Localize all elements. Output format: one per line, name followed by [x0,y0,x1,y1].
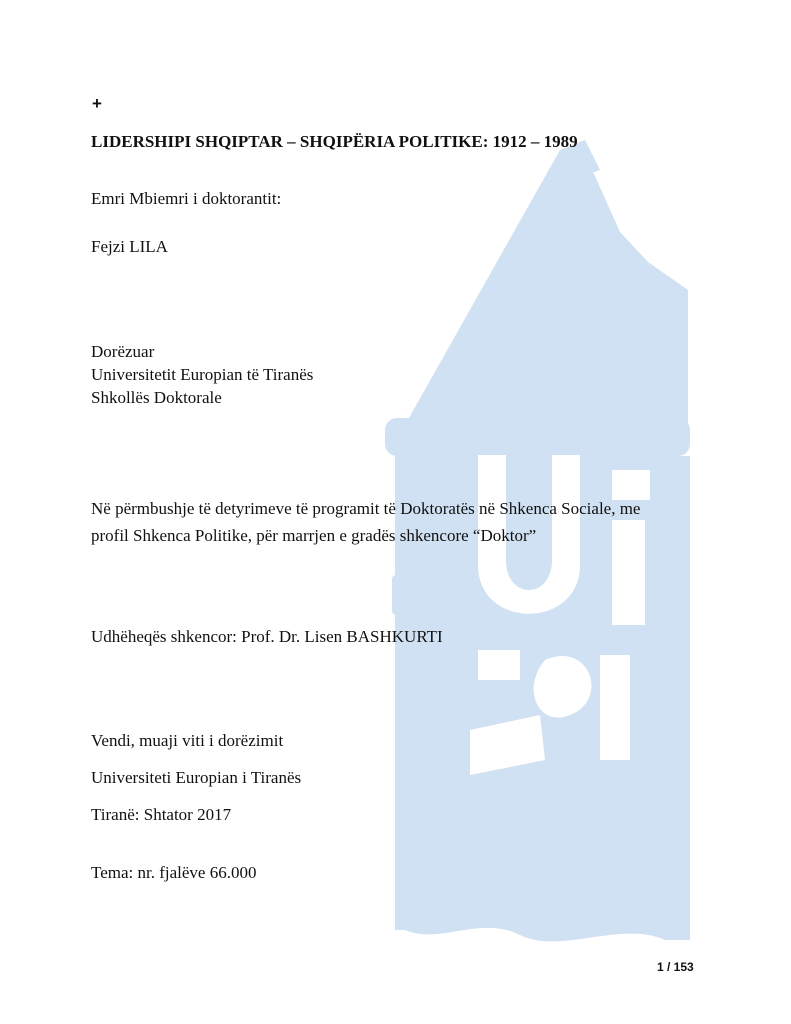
submitted-university: Universitetit Europian të Tiranës [91,365,314,384]
place-date: Tiranë: Shtator 2017 [91,805,232,824]
thesis-title: LIDERSHIPI SHQIPTAR – SHQIPËRIA POLITIKE: 1912 – 1989 [91,132,578,151]
author-label: Emri Mbiemri i doktorantit: [91,189,282,208]
page-number: 1 / 153 [657,960,694,974]
submitted-school: Shkollës Doktorale [91,388,222,407]
word-count: Tema: nr. fjalëve 66.000 [91,863,257,882]
author-name: Fejzi LILA [91,237,168,256]
plus-marker: + [92,94,102,113]
purpose-line-2: profil Shkenca Politike, për marrjen e gradës shkencore “Doktor” [91,526,537,545]
university-name: Universiteti Europian i Tiranës [91,768,302,787]
submitted-label: Dorëzuar [91,342,155,361]
purpose-line-1: Në përmbushje të detyrimeve të programit të Doktoratës në Shkenca Sociale, me [91,499,641,518]
supervisor: Udhëheqës shkencor: Prof. Dr. Lisen BASHKURTI [91,627,443,646]
place-date-label: Vendi, muaji viti i dorëzimit [91,731,284,750]
